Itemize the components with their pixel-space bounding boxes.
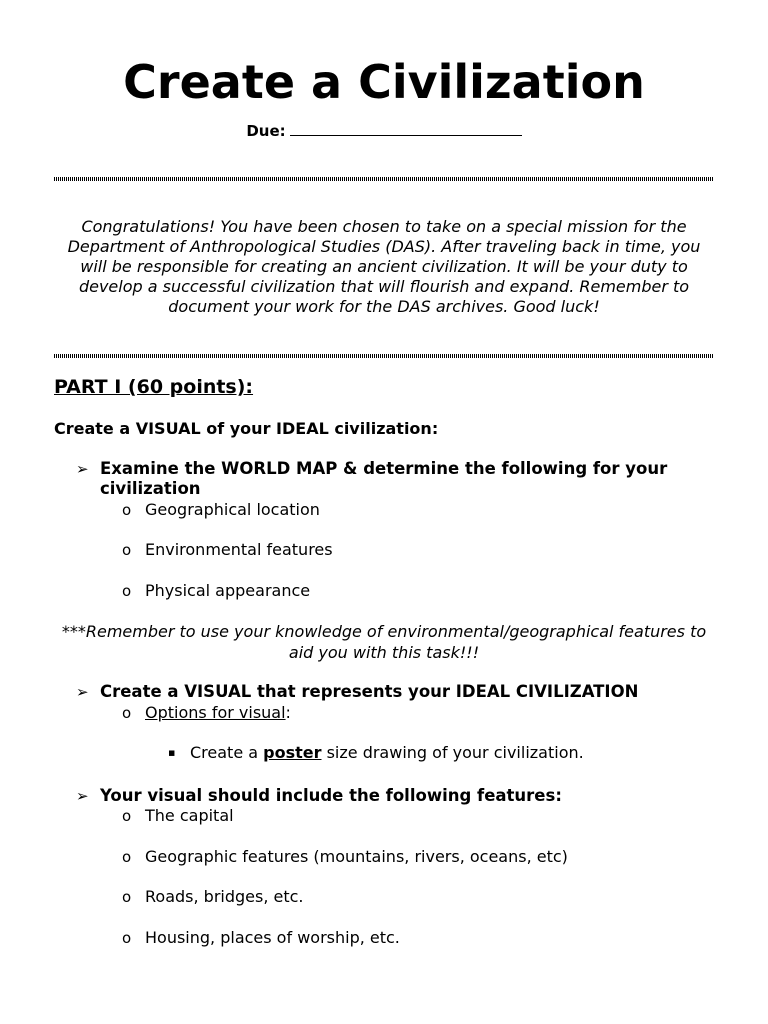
section-title: Your visual should include the following features:: [100, 786, 562, 805]
section-visual: [76, 682, 716, 702]
due-label: Due:: [246, 122, 286, 140]
document-title: Create a Civilization: [123, 55, 645, 109]
section-title: Create a VISUAL that represents your IDEAL CIVILIZATION: [100, 682, 639, 701]
arrow-bullet-icon: ➢: [76, 683, 89, 701]
list-item: [122, 887, 304, 907]
list-item-text: The capital: [145, 806, 234, 825]
circle-bullet-icon: o: [122, 848, 132, 866]
list-item-text: Geographical location: [145, 500, 320, 519]
list-item: [122, 703, 291, 723]
circle-bullet-icon: o: [122, 501, 132, 519]
list-item-text: Physical appearance: [145, 581, 311, 600]
part-heading: PART I (60 points):: [54, 376, 254, 398]
list-item-text: Environmental features: [145, 540, 333, 559]
list-item: [122, 500, 320, 520]
list-item: [168, 743, 584, 763]
section-world-map: [76, 459, 716, 499]
divider-top: [54, 177, 714, 181]
reminder-note: ***Remember to use your knowledge of environmental/geographical features to aid you with this task!!!: [61, 622, 707, 662]
circle-bullet-icon: o: [122, 807, 132, 825]
task-heading: Create a VISUAL of your IDEAL civilization:: [54, 419, 439, 438]
list-item-text: Geographic features (mountains, rivers, oceans, etc): [145, 847, 568, 866]
list-item-text: Housing, places of worship, etc.: [145, 928, 400, 947]
bullet-text: size drawing of your civilization.: [321, 743, 584, 762]
options-label: Options for visual: [145, 703, 286, 722]
section-title: Examine the WORLD MAP & determine the following for your civilization: [100, 459, 668, 498]
circle-bullet-icon: o: [122, 929, 132, 947]
square-bullet-icon: ▪: [168, 746, 176, 759]
arrow-bullet-icon: ➢: [76, 787, 89, 805]
circle-bullet-icon: o: [122, 888, 132, 906]
circle-bullet-icon: o: [122, 704, 132, 722]
due-line: [0, 121, 768, 140]
section-features: [76, 786, 716, 806]
list-item-text: Roads, bridges, etc.: [145, 887, 304, 906]
list-item: [122, 806, 234, 826]
bullet-text: Create a: [190, 743, 264, 762]
circle-bullet-icon: o: [122, 582, 132, 600]
options-colon: :: [285, 703, 291, 722]
intro-paragraph: Congratulations! You have been chosen to take on a special mission for the Department of Anthropological Studies (DAS). After traveling back in time, you will be responsible for creating an ancient civilization. It will be your duty to develop a successful civilization that will flourish and expand. Remember to document your work for the DAS archives. Good luck!: [67, 217, 701, 316]
list-item: [122, 581, 310, 601]
list-item: [122, 847, 568, 867]
due-blank: [290, 121, 522, 136]
arrow-bullet-icon: ➢: [76, 460, 89, 478]
poster-emphasis: poster: [263, 743, 322, 762]
divider-bottom: [54, 354, 714, 358]
circle-bullet-icon: o: [122, 541, 132, 559]
list-item: [122, 540, 333, 560]
list-item: [122, 928, 400, 948]
